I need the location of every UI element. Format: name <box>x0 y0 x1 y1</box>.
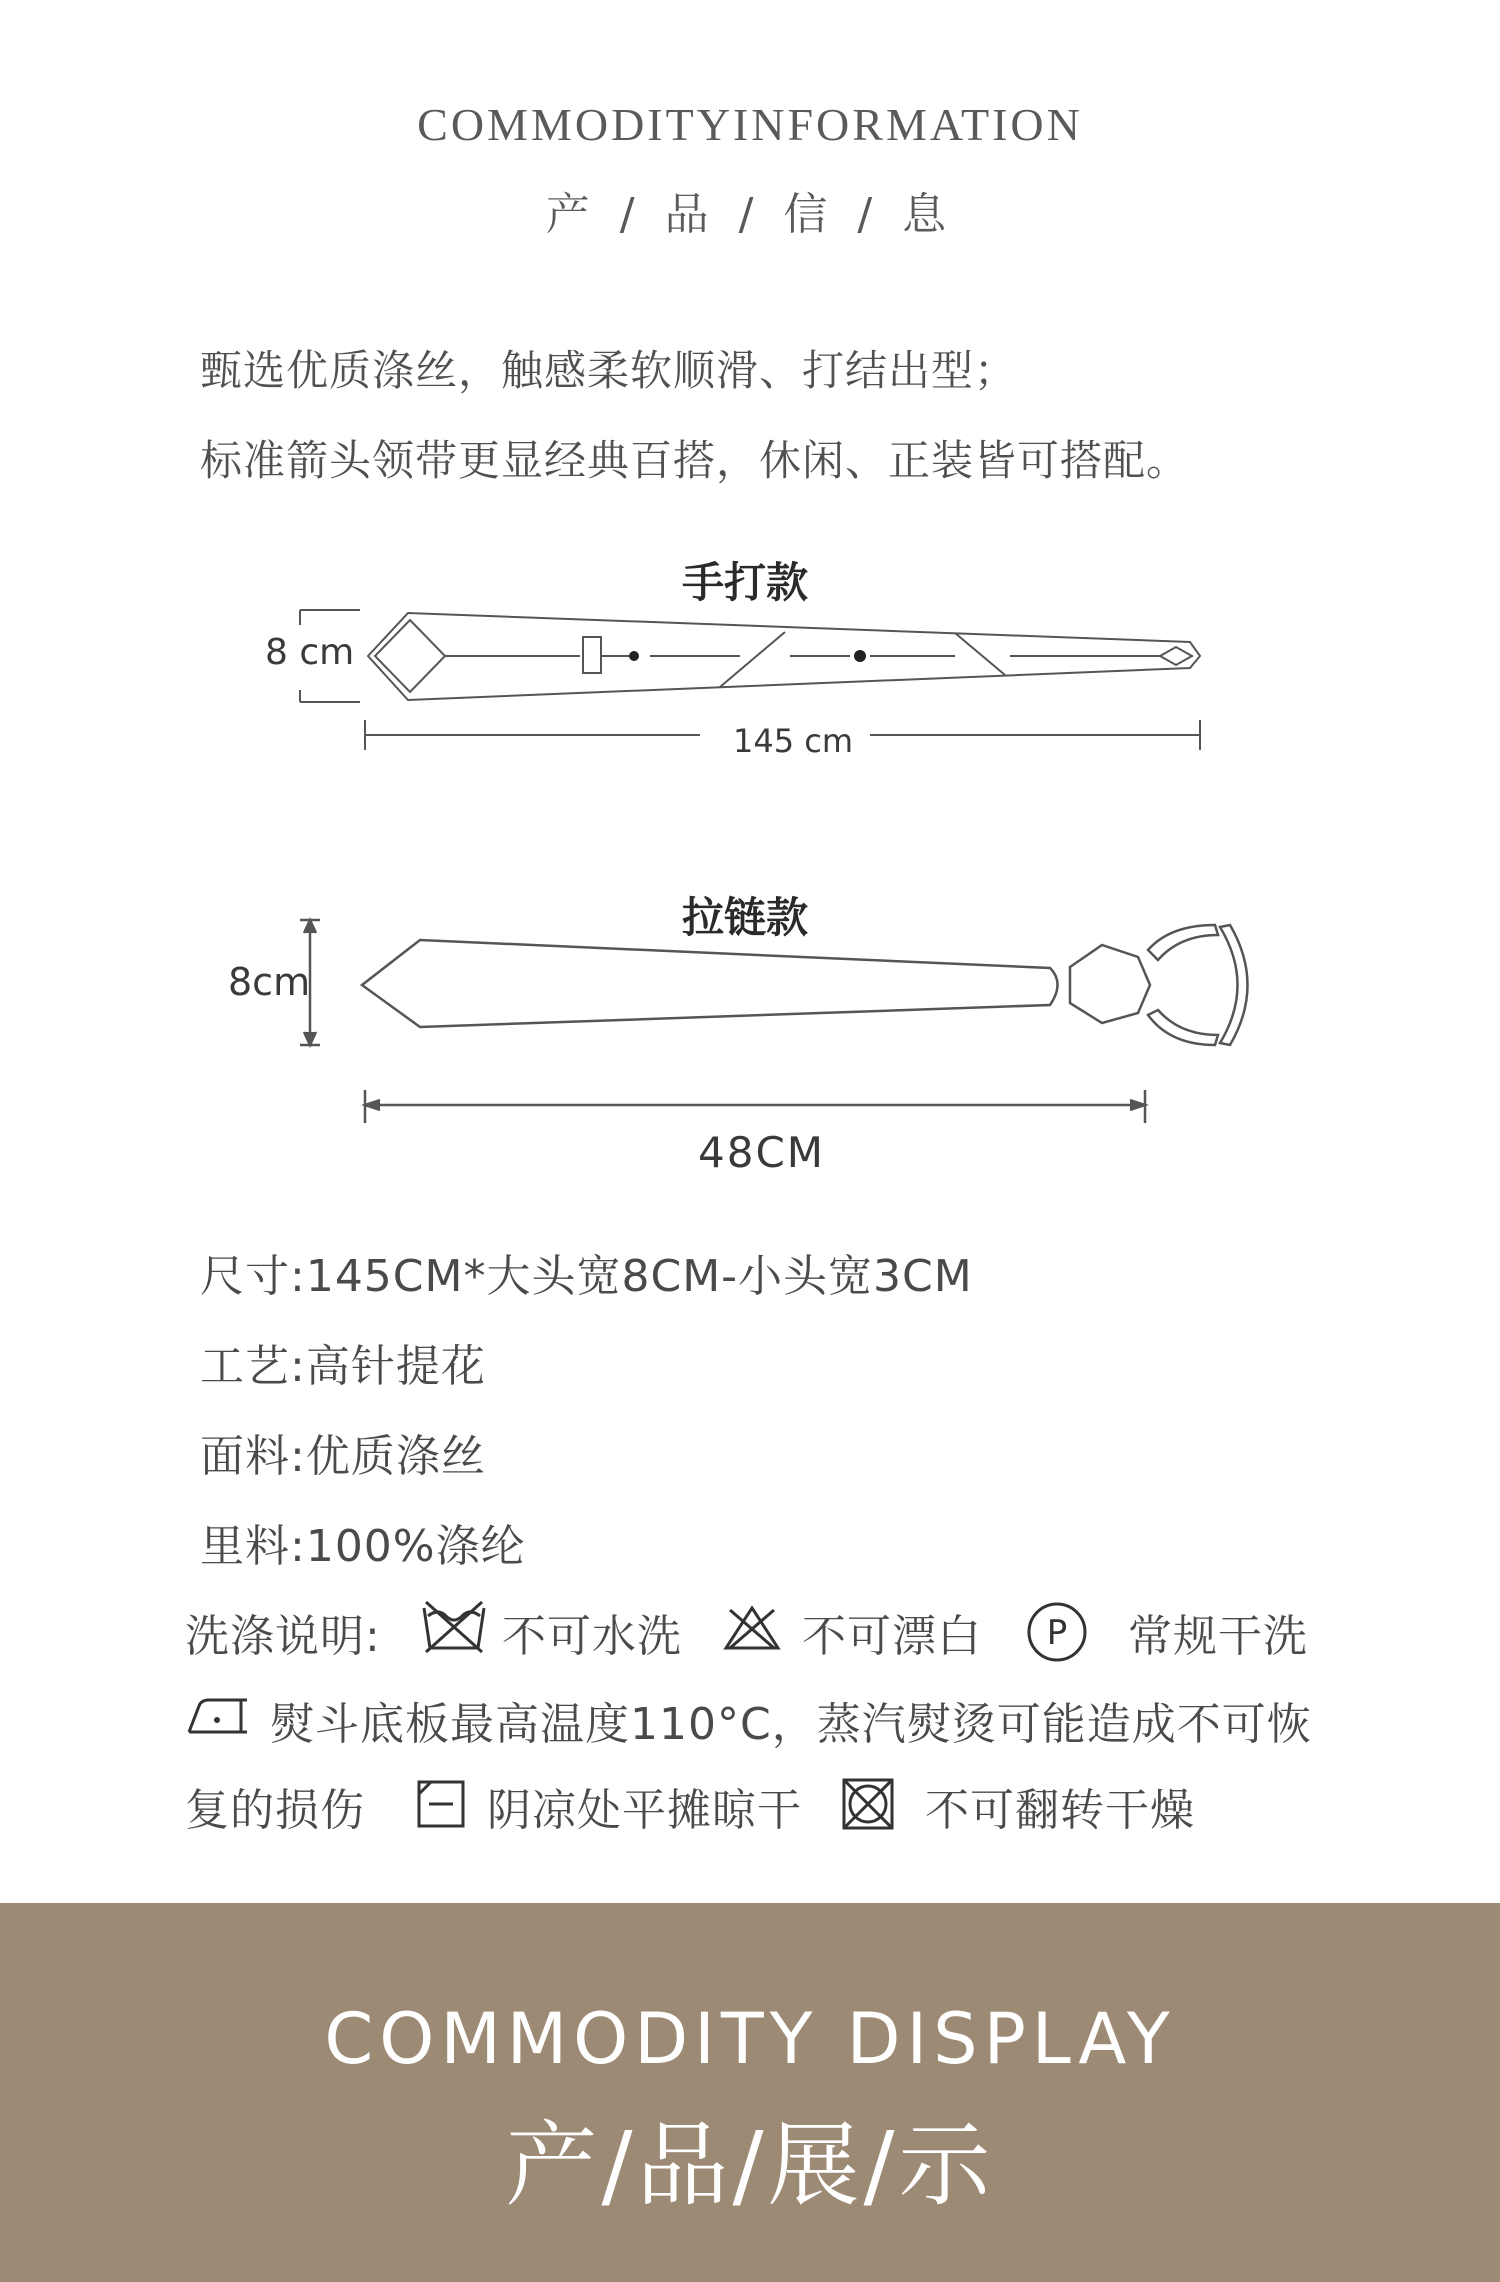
zipper-tie-knot <box>1070 945 1150 1023</box>
hand-tie-diamond <box>375 620 445 692</box>
zipper-tie-length: 48CM <box>698 1128 826 1177</box>
section-title-cn: 产 / 品 / 信 / 息 <box>545 189 955 240</box>
section-title-en: COMMODITYINFORMATION <box>417 99 1083 150</box>
no-tumble-dry-icon <box>840 1776 896 1832</box>
zipper-collar-bottom <box>1148 1010 1218 1045</box>
description-line-1: 甄选优质涤丝，触感柔软顺滑、打结出型； <box>200 346 1018 395</box>
spec-fabric: 面料:优质涤丝 <box>200 1431 486 1482</box>
dry-clean-symbol: P <box>1046 1613 1068 1653</box>
no-water-wash-label: 不可水洗 <box>502 1611 682 1662</box>
spec-size: 尺寸:145CM*大头宽8CM-小头宽3CM <box>200 1251 973 1302</box>
description-line-2: 标准箭头领带更显经典百搭，休闲、正装皆可搭配。 <box>200 436 1190 485</box>
shade-dry-label: 阴凉处平摊晾干 <box>487 1785 802 1836</box>
spec-craft: 工艺:高针提花 <box>200 1341 486 1392</box>
iron-instruction-line-1: 熨斗底板最高温度110°C，蒸汽熨烫可能造成不可恢 <box>270 1699 1312 1750</box>
iron-icon <box>185 1692 251 1738</box>
dry-clean-icon <box>1025 1600 1089 1664</box>
shade-dry-icon <box>415 1778 467 1830</box>
banner-title-cn: 产/品/展/示 <box>505 2112 995 2219</box>
hand-tie-label: 手打款 <box>682 558 809 607</box>
no-tumble-dry-label: 不可翻转干燥 <box>925 1785 1195 1836</box>
iron-instruction-line-2: 复的损伤 <box>185 1785 365 1836</box>
no-bleach-label: 不可漂白 <box>802 1611 982 1662</box>
care-heading: 洗涤说明: <box>185 1611 381 1662</box>
hand-tie-width: 8 cm <box>265 632 355 673</box>
zipper-tie-label: 拉链款 <box>682 893 809 942</box>
zipper-collar-side <box>1220 925 1248 1045</box>
zipper-collar-top <box>1148 925 1218 960</box>
no-water-wash-icon <box>420 1598 488 1656</box>
hand-tie-keeper <box>583 637 601 673</box>
banner-title-en: COMMODITY DISPLAY <box>324 1998 1176 2080</box>
hand-tie-length: 145 cm <box>733 722 854 760</box>
no-bleach-icon <box>722 1602 782 1654</box>
zipper-tie-outline <box>362 940 1058 1027</box>
dry-clean-label: 常规干洗 <box>1128 1611 1308 1662</box>
spec-lining: 里料:100%涤纶 <box>200 1521 526 1572</box>
zipper-tie-width: 8cm <box>228 960 311 1004</box>
